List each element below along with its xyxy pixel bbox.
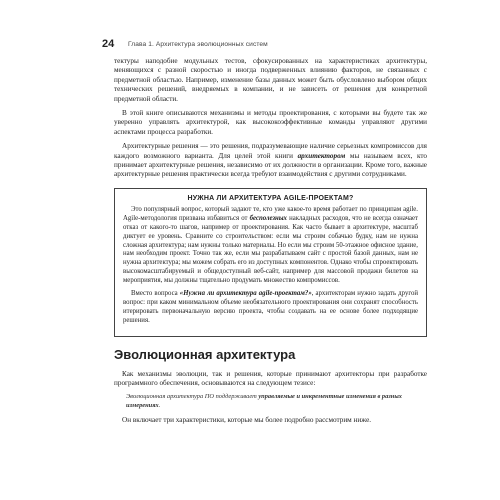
paragraph-closing: Он включает три характеристики, которые мы более подробно рассмотрим ниже.	[122, 416, 372, 425]
emphasis-architect: архитектором	[297, 151, 346, 160]
text-run: мы называем всех, кто принимает архитектурные решения, независимо от их должности в организации. Кроме того, важные архитектурные решения практически всегда требуют взаимодействия с другими сотрудниками.	[114, 151, 427, 179]
paragraph-continuation: тектуры наподобие модульных тестов, сфокусированных на характеристиках архитектуры, меняющихся с разной скоростью и иногда подверженных влиянию факторов, не связанных с предметной областью. Например, изменение базы данных может быть обусловлено выбором общих технических решений, внедряемых в компании, и не зависеть от решения для конкретной предметной области.	[114, 57, 427, 103]
emphasis-definition: управляемые и инкрементные изменения в разных измерениях	[126, 393, 402, 409]
section-heading: Эволюционная архитектура	[114, 346, 296, 362]
text-run: Вместо вопроса	[131, 290, 180, 298]
sidebar-title: НУЖНА ЛИ АРХИТЕКТУРА AGILE-ПРОЕКТАМ?	[187, 194, 354, 202]
text-run: Эволюционная архитектура ПО поддерживает	[126, 393, 259, 401]
sidebar-paragraph-1	[123, 206, 418, 286]
paragraph-architectural-decisions	[114, 142, 427, 180]
text-run: .	[158, 401, 161, 409]
page-number: 24	[102, 38, 115, 50]
page-header	[102, 36, 432, 52]
text-run: Архитектурные решения — это решения, подразумевающие наличие серьезных компромиссов для каждого возможного варианта. Для целей этой книги	[114, 142, 427, 160]
definition-quote	[126, 393, 427, 410]
sidebar-box	[114, 188, 427, 337]
text-run: накладных расходов, что не всегда означает отказ от какого-то шагов, например от проектирования. Как часто бывает в архитектуре, масштаб диктует ее уровень. Сравните со строительством: если мы строим собачью будку, нам не нужна сложная архитектура; нам нужны только материалы. Но если мы строим 50-этажное офисное здание, нам необходим проект. Точно так же, если мы разрабатываем сайт с простой базой данных, нам не нужна архитектура; мы можем собрать его из доступных компонентов. Однако чтобы спроектировать высокомасштабируемый и общедоступный веб-сайт, например для массовой продажи билетов на мероприятия, мы должны тщательно продумать множество компромиссов.	[123, 214, 418, 285]
page-body	[114, 57, 427, 431]
text-run: , архитекторам нужно задать другой вопрос: при каком минимальном объеме необязательного проектирования они сохранят способность итерировать первоначальную версию проекта, чтобы создавать на ее основе более подходящие решения.	[123, 290, 419, 324]
paragraph-book-intro: В этой книге описываются механизмы и методы проектирования, с которыми вы будете так же уверенно управлять архитектурой, как высококоэффективные команды управляют другими аспектами процесса разработки.	[114, 109, 427, 136]
emphasis-question: «Нужна ли архитектура agile-проектам?»	[179, 290, 312, 298]
text-run: Это популярный вопрос, который задают те, кто уже какое-то время работает по принципам agile. Agile-методология призвана избавиться от	[123, 205, 418, 222]
emphasis-useless: бесполезных	[249, 214, 287, 222]
chapter-title: Глава 1. Архитектура эволюционных систем	[128, 40, 268, 48]
sidebar-paragraph-2	[123, 290, 418, 326]
paragraph-section-intro: Как механизмы эволюции, так и решения, которые принимают архитекторы при разработке программного обеспечения, основываются на следующем тезисе:	[114, 369, 427, 388]
